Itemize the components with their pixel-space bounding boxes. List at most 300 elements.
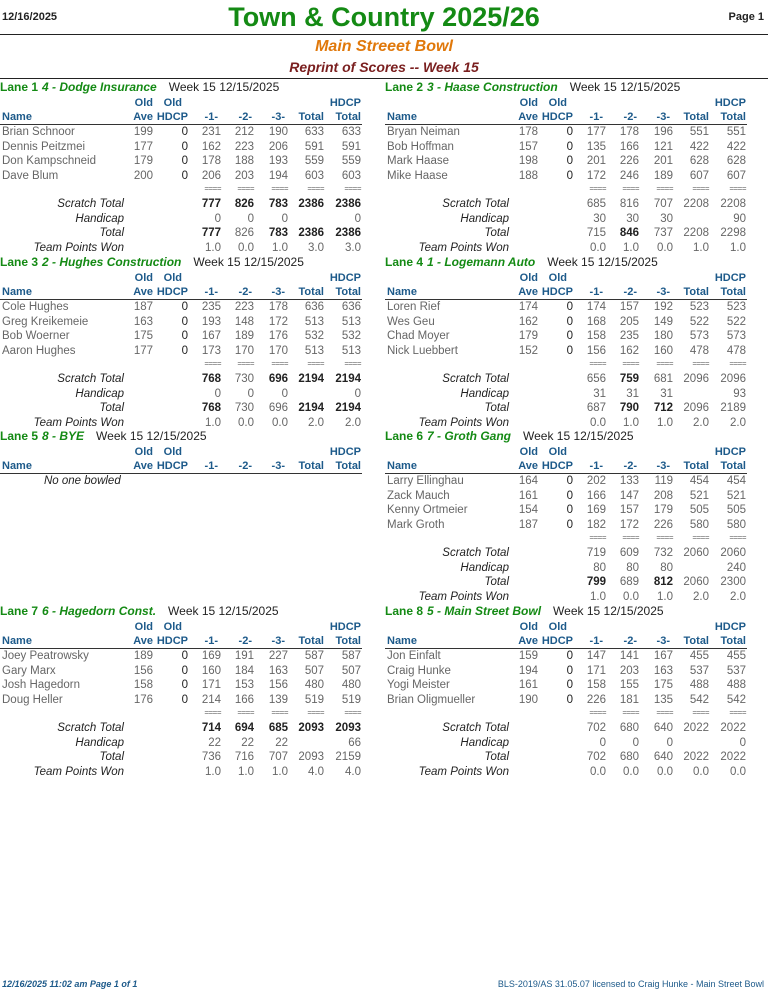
- bowler-score-total: 478: [689, 344, 709, 357]
- grand-total-g2: 846: [619, 227, 639, 239]
- handicap-total-htotal: 66: [348, 736, 361, 749]
- lane-heading: [0, 80, 279, 96]
- scratch-total-g2: 609: [619, 547, 639, 559]
- bowler-score-g2: 141: [619, 650, 639, 662]
- team-points-won-g2: 0.0: [238, 416, 254, 429]
- team-points-won-htotal: 2.0: [345, 416, 361, 429]
- grand-total-total: 2093: [298, 751, 324, 763]
- bowler-score-hdcp: 0: [566, 344, 573, 357]
- grand-total-label: Total: [484, 227, 509, 239]
- total-separator: ====: [729, 359, 746, 368]
- bowler-score-ave: 179: [133, 155, 153, 167]
- bowler-score-total: 603: [304, 169, 324, 182]
- team-points-won-htotal: 2.0: [730, 416, 746, 429]
- bowler-score-g2: 191: [234, 650, 254, 662]
- handicap-total-g2: 22: [241, 736, 254, 749]
- col-header-ave: Ave: [133, 635, 153, 647]
- bowler-score-ave: 194: [518, 664, 538, 677]
- team-points-won-g3: 1.0: [272, 765, 288, 778]
- team-points-won-htotal: 3.0: [345, 241, 361, 254]
- grand-total-label: Total: [99, 751, 124, 763]
- scratch-total-g1: 719: [586, 547, 606, 559]
- bowler-score-g1: 178: [201, 155, 221, 167]
- lane-block: [0, 429, 366, 604]
- col-header-hdcp-total: Total: [720, 460, 746, 472]
- team-points-won-total: 3.0: [308, 241, 324, 254]
- bowler-score-g2: 147: [619, 489, 639, 502]
- bowler-name: Kenny Ortmeier: [387, 504, 468, 516]
- team-points-won-g3: 1.0: [657, 416, 673, 429]
- col-header-hdcp: HDCP: [156, 460, 188, 472]
- header-underline: [0, 299, 362, 300]
- bowler-score-g1: 171: [586, 664, 606, 677]
- bowler-score-total: 636: [304, 301, 324, 313]
- col-header-game-3: -3-: [271, 635, 285, 647]
- bowler-score-g1: 166: [586, 489, 606, 502]
- league-title: Town & Country 2025/26: [228, 2, 540, 32]
- lane-number: Lane 3: [0, 255, 39, 269]
- handicap-total-htotal: 0: [354, 212, 361, 225]
- col-header-game-3: -3-: [271, 111, 285, 123]
- team-name: 8 - BYE: [42, 429, 85, 443]
- week-date: Week 15 12/15/2025: [569, 80, 681, 94]
- handicap-total-g3: 0: [281, 212, 288, 225]
- header-underline: [385, 473, 747, 474]
- bowler-score-g1: 160: [201, 664, 221, 677]
- total-separator: ====: [204, 184, 221, 193]
- handicap-total-g3: 80: [660, 561, 673, 574]
- week-date: Week 15 12/15/2025: [547, 255, 658, 269]
- bowler-score-g2: 157: [619, 301, 639, 313]
- bowler-score-g1: 147: [586, 650, 606, 662]
- handicap-total-g3: 31: [660, 387, 673, 400]
- bowler-score-g3: 176: [268, 330, 288, 342]
- bowler-score-htotal: 636: [341, 301, 361, 313]
- col-header-hdcp: HDCP: [329, 97, 361, 109]
- team-points-won-g2: 1.0: [238, 765, 254, 778]
- col-header-old: Old: [519, 272, 538, 284]
- bowler-score-htotal: 422: [726, 140, 746, 153]
- handicap-total-label: Handicap: [75, 387, 124, 400]
- col-header-game-2: -2-: [623, 111, 637, 123]
- col-header-old: Old: [548, 621, 567, 633]
- title-rule: [0, 34, 768, 35]
- no-bowlers-note: No one bowled: [44, 475, 121, 487]
- bowler-score-total: 587: [304, 650, 324, 662]
- grand-total-g1: 736: [201, 751, 221, 763]
- team-points-won-g2: 1.0: [623, 241, 639, 254]
- team-name: 4 - Dodge Insurance: [42, 80, 157, 94]
- bowler-score-hdcp: 0: [566, 301, 573, 313]
- col-header-hdcp: HDCP: [156, 286, 188, 298]
- scratch-total-g2: 826: [234, 198, 254, 210]
- team-points-won-g1: 0.0: [590, 416, 606, 429]
- handicap-total-htotal: 240: [726, 561, 746, 574]
- team-name: 7 - Groth Gang: [427, 429, 512, 443]
- col-header-old: Old: [134, 272, 153, 284]
- bowler-score-htotal: 607: [726, 169, 746, 182]
- scratch-total-total: 2208: [683, 198, 709, 210]
- team-name: 5 - Main Street Bowl: [427, 604, 542, 618]
- bowler-score-hdcp: 0: [181, 169, 188, 182]
- lane-heading: [385, 429, 634, 445]
- bowler-score-total: 537: [689, 664, 709, 677]
- bowler-name: Gary Marx: [2, 664, 56, 677]
- bowler-score-g3: 190: [268, 126, 288, 138]
- bowler-score-htotal: 521: [726, 489, 746, 502]
- team-points-won-htotal: 4.0: [345, 765, 361, 778]
- bowler-score-g1: 168: [586, 315, 606, 328]
- bowler-score-ave: 161: [518, 489, 538, 502]
- grand-total-g2: 680: [619, 751, 639, 763]
- col-header-game-1: -1-: [589, 460, 603, 472]
- bowler-score-g3: 196: [653, 126, 673, 138]
- scratch-total-htotal: 2022: [720, 722, 746, 734]
- scratch-total-g1: 702: [586, 722, 606, 734]
- bowler-name: Brian Oligmueller: [387, 693, 476, 706]
- handicap-total-htotal: 93: [733, 387, 746, 400]
- bowler-score-htotal: 513: [341, 344, 361, 357]
- scratch-total-g2: 680: [619, 722, 639, 734]
- bowler-name: Joey Peatrowsky: [2, 650, 89, 662]
- bowler-score-ave: 158: [133, 679, 153, 691]
- bowler-score-ave: 189: [133, 650, 153, 662]
- bowler-score-g3: 156: [268, 679, 288, 691]
- bowler-score-g2: 188: [234, 155, 254, 167]
- handicap-total-g2: 31: [626, 387, 639, 400]
- bowler-score-g2: 153: [234, 679, 254, 691]
- col-header-game-3: -3-: [656, 286, 670, 298]
- header-underline: [385, 648, 747, 649]
- bowler-score-hdcp: 0: [566, 693, 573, 706]
- bowler-score-g1: 214: [201, 693, 221, 706]
- bowler-score-htotal: 454: [726, 475, 746, 487]
- grand-total-total: 2208: [683, 227, 709, 239]
- scratch-total-g1: 656: [586, 373, 606, 385]
- col-header-game-3: -3-: [656, 111, 670, 123]
- col-header-hdcp-total: Total: [335, 635, 361, 647]
- bowler-score-ave: 188: [518, 169, 538, 182]
- col-header-ave: Ave: [518, 286, 538, 298]
- scratch-total-g1: 714: [201, 722, 221, 734]
- bowler-score-ave: 179: [518, 330, 538, 342]
- bowler-score-g1: 158: [586, 330, 606, 342]
- handicap-total-htotal: 90: [733, 212, 746, 225]
- scratch-total-g3: 696: [268, 373, 288, 385]
- bowler-score-g1: 169: [201, 650, 221, 662]
- grand-total-total: 2022: [683, 751, 709, 763]
- report-date: 12/16/2025: [2, 11, 58, 23]
- grand-total-label: Total: [99, 227, 124, 239]
- team-points-won-label: Team Points Won: [418, 765, 509, 778]
- col-header-name: Name: [2, 111, 32, 123]
- total-separator: ====: [729, 184, 746, 193]
- team-points-won-g2: 0.0: [238, 241, 254, 254]
- scratch-total-g1: 777: [201, 198, 221, 210]
- bowler-score-g2: 170: [234, 344, 254, 357]
- bowler-score-g3: 163: [268, 664, 288, 677]
- col-header-game-1: -1-: [204, 460, 218, 472]
- scratch-total-total: 2093: [298, 722, 324, 734]
- bowler-score-g2: 155: [619, 679, 639, 691]
- col-header-old: Old: [519, 621, 538, 633]
- bowler-score-g1: 193: [201, 315, 221, 328]
- team-points-won-g1: 1.0: [590, 590, 606, 603]
- team-points-won-label: Team Points Won: [418, 416, 509, 429]
- lane-heading: [0, 429, 207, 445]
- bowler-score-ave: 164: [518, 475, 538, 487]
- bowler-score-ave: 190: [518, 693, 538, 706]
- scratch-total-g2: 694: [234, 722, 254, 734]
- team-points-won-htotal: 0.0: [730, 765, 746, 778]
- bowler-name: Jon Einfalt: [387, 650, 441, 662]
- bowler-score-hdcp: 0: [181, 155, 188, 167]
- col-header-old: Old: [163, 272, 182, 284]
- col-header-ave: Ave: [133, 460, 153, 472]
- grand-total-g2: 790: [619, 402, 639, 414]
- handicap-total-htotal: 0: [354, 387, 361, 400]
- handicap-total-label: Handicap: [75, 212, 124, 225]
- lane-number: Lane 2: [385, 80, 424, 94]
- grand-total-htotal: 2300: [720, 576, 746, 588]
- col-header-ave: Ave: [518, 635, 538, 647]
- scratch-total-g3: 783: [268, 198, 288, 210]
- bowler-score-g3: 206: [268, 140, 288, 153]
- bowler-score-total: 559: [304, 155, 324, 167]
- bowler-score-g1: 173: [201, 344, 221, 357]
- col-header-old: Old: [548, 97, 567, 109]
- scratch-total-label: Scratch Total: [57, 198, 124, 210]
- lane-block: [385, 255, 751, 430]
- col-header-game-1: -1-: [204, 286, 218, 298]
- bowler-score-htotal: 532: [341, 330, 361, 342]
- grand-total-htotal: 2386: [335, 227, 361, 239]
- col-header-hdcp-total: Total: [335, 111, 361, 123]
- handicap-total-g2: 0: [247, 387, 254, 400]
- total-separator: ====: [204, 359, 221, 368]
- grand-total-total: 2194: [298, 402, 324, 414]
- bowler-score-htotal: 628: [726, 155, 746, 167]
- total-separator: ====: [589, 184, 606, 193]
- bowler-name: Brian Schnoor: [2, 126, 75, 138]
- team-points-won-g1: 0.0: [590, 241, 606, 254]
- total-separator: ====: [271, 184, 288, 193]
- bowler-score-g3: 167: [653, 650, 673, 662]
- bowler-score-total: 480: [304, 679, 324, 691]
- col-header-game-2: -2-: [623, 635, 637, 647]
- handicap-total-g3: 0: [281, 387, 288, 400]
- total-separator: ====: [729, 708, 746, 717]
- grand-total-g1: 702: [586, 751, 606, 763]
- bowler-name: Dennis Peitzmei: [2, 140, 86, 153]
- bowler-score-total: 532: [304, 330, 324, 342]
- col-header-ave: Ave: [518, 460, 538, 472]
- handicap-total-label: Handicap: [460, 561, 509, 574]
- week-date: Week 15 12/15/2025: [193, 255, 304, 269]
- bowler-score-hdcp: 0: [566, 169, 573, 182]
- bowler-score-g1: 172: [586, 169, 606, 182]
- bowler-name: Craig Hunke: [387, 664, 451, 677]
- col-header-hdcp: HDCP: [714, 621, 746, 633]
- lane-heading: [385, 255, 658, 271]
- scratch-total-g3: 640: [653, 722, 673, 734]
- bowler-score-total: 507: [304, 664, 324, 677]
- bowler-score-g1: 201: [586, 155, 606, 167]
- bowler-score-hdcp: 0: [566, 504, 573, 516]
- grand-total-label: Total: [484, 751, 509, 763]
- lane-block: [0, 255, 366, 430]
- bowler-score-g2: 203: [234, 169, 254, 182]
- handicap-total-label: Handicap: [460, 387, 509, 400]
- col-header-hdcp-total: Total: [720, 286, 746, 298]
- lane-block: [385, 429, 751, 604]
- grand-total-total: 2096: [683, 402, 709, 414]
- handicap-total-g2: 0: [632, 736, 639, 749]
- bowler-score-total: 488: [689, 679, 709, 691]
- header-underline: [0, 648, 362, 649]
- grand-total-total: 2386: [298, 227, 324, 239]
- bowler-score-htotal: 519: [341, 693, 361, 706]
- col-header-game-3: -3-: [271, 286, 285, 298]
- week-date: Week 15 12/15/2025: [523, 429, 634, 443]
- grand-total-htotal: 2194: [335, 402, 361, 414]
- scratch-total-g3: 681: [653, 373, 673, 385]
- col-header-game-2: -2-: [238, 286, 252, 298]
- col-header-total: Total: [298, 635, 324, 647]
- bowler-score-hdcp: 0: [181, 126, 188, 138]
- bowler-score-total: 455: [689, 650, 709, 662]
- total-separator: ====: [692, 708, 709, 717]
- bowler-score-ave: 187: [133, 301, 153, 313]
- bowler-score-ave: 198: [518, 155, 538, 167]
- total-separator: ====: [622, 533, 639, 542]
- bowler-score-htotal: 480: [341, 679, 361, 691]
- total-separator: ====: [692, 533, 709, 542]
- bowler-name: Josh Hagedorn: [2, 679, 80, 691]
- bowler-score-ave: 163: [133, 315, 153, 328]
- scratch-total-total: 2060: [683, 547, 709, 559]
- bowler-score-total: 628: [689, 155, 709, 167]
- team-points-won-label: Team Points Won: [418, 241, 509, 254]
- bowler-score-ave: 156: [133, 664, 153, 677]
- bowler-score-total: 454: [689, 475, 709, 487]
- col-header-game-2: -2-: [238, 111, 252, 123]
- grand-total-g2: 689: [619, 576, 639, 588]
- bowler-score-hdcp: 0: [181, 344, 188, 357]
- col-header-old: Old: [519, 97, 538, 109]
- bowler-score-g2: 166: [234, 693, 254, 706]
- bowler-name: Bob Hoffman: [387, 140, 454, 153]
- bowler-score-g3: 135: [653, 693, 673, 706]
- col-header-name: Name: [2, 286, 32, 298]
- bowler-score-g3: 170: [268, 344, 288, 357]
- grand-total-g3: 812: [653, 576, 673, 588]
- scratch-total-total: 2386: [298, 198, 324, 210]
- scratch-total-htotal: 2386: [335, 198, 361, 210]
- total-separator: ====: [692, 359, 709, 368]
- grand-total-g1: 799: [586, 576, 606, 588]
- total-separator: ====: [271, 708, 288, 717]
- bowler-score-total: 422: [689, 140, 709, 153]
- col-header-game-3: -3-: [656, 460, 670, 472]
- grand-total-g2: 826: [234, 227, 254, 239]
- bowler-score-ave: 187: [518, 518, 538, 531]
- grand-total-label: Total: [484, 576, 509, 588]
- grand-total-g3: 707: [268, 751, 288, 763]
- bowler-score-g2: 235: [619, 330, 639, 342]
- scratch-total-htotal: 2060: [720, 547, 746, 559]
- bowler-name: Dave Blum: [2, 169, 59, 182]
- bowler-score-htotal: 455: [726, 650, 746, 662]
- total-separator: ====: [307, 359, 324, 368]
- handicap-total-g1: 30: [593, 212, 606, 225]
- col-header-hdcp: HDCP: [541, 460, 573, 472]
- bowler-name: Nick Luebbert: [387, 344, 458, 357]
- bowler-score-g1: 206: [201, 169, 221, 182]
- bowler-score-g2: 212: [234, 126, 254, 138]
- grand-total-htotal: 2298: [720, 227, 746, 239]
- total-separator: ====: [344, 359, 361, 368]
- bowler-score-ave: 200: [133, 169, 153, 182]
- bowler-score-hdcp: 0: [566, 475, 573, 487]
- total-separator: ====: [271, 359, 288, 368]
- grand-total-g1: 687: [586, 402, 606, 414]
- total-separator: ====: [656, 708, 673, 717]
- bowler-name: Mike Haase: [387, 169, 448, 182]
- total-separator: ====: [589, 359, 606, 368]
- bowler-score-g1: 171: [201, 679, 221, 691]
- bowler-score-g3: 139: [268, 693, 288, 706]
- bowler-score-g2: 223: [234, 140, 254, 153]
- scratch-total-label: Scratch Total: [442, 547, 509, 559]
- bowler-score-htotal: 513: [341, 315, 361, 328]
- col-header-total: Total: [683, 635, 709, 647]
- bowler-score-g3: 178: [268, 301, 288, 313]
- grand-total-g2: 716: [234, 751, 254, 763]
- team-points-won-g1: 1.0: [205, 416, 221, 429]
- total-separator: ====: [307, 184, 324, 193]
- grand-total-total: 2060: [683, 576, 709, 588]
- col-header-game-1: -1-: [589, 635, 603, 647]
- scratch-total-total: 2022: [683, 722, 709, 734]
- col-header-hdcp-total: Total: [720, 111, 746, 123]
- bowler-score-g1: 167: [201, 330, 221, 342]
- col-header-total: Total: [683, 460, 709, 472]
- scratch-total-g2: 730: [234, 373, 254, 385]
- bowler-score-htotal: 478: [726, 344, 746, 357]
- bowler-score-total: 551: [689, 126, 709, 138]
- col-header-name: Name: [2, 635, 32, 647]
- bowler-score-g2: 166: [619, 140, 639, 153]
- bowler-score-ave: 152: [518, 344, 538, 357]
- team-name: 1 - Logemann Auto: [427, 255, 536, 269]
- bowler-score-total: 505: [689, 504, 709, 516]
- bowler-score-htotal: 488: [726, 679, 746, 691]
- bowler-name: Bob Woerner: [2, 330, 70, 342]
- bowler-score-htotal: 587: [341, 650, 361, 662]
- col-header-old: Old: [163, 621, 182, 633]
- col-header-total: Total: [683, 111, 709, 123]
- grand-total-g3: 737: [653, 227, 673, 239]
- bowler-score-g1: 156: [586, 344, 606, 357]
- bowler-score-g3: 194: [268, 169, 288, 182]
- bowler-score-hdcp: 0: [181, 140, 188, 153]
- bowler-score-g1: 135: [586, 140, 606, 153]
- team-points-won-total: 4.0: [308, 765, 324, 778]
- bowler-score-total: 519: [304, 693, 324, 706]
- bowler-score-hdcp: 0: [566, 126, 573, 138]
- team-points-won-htotal: 1.0: [730, 241, 746, 254]
